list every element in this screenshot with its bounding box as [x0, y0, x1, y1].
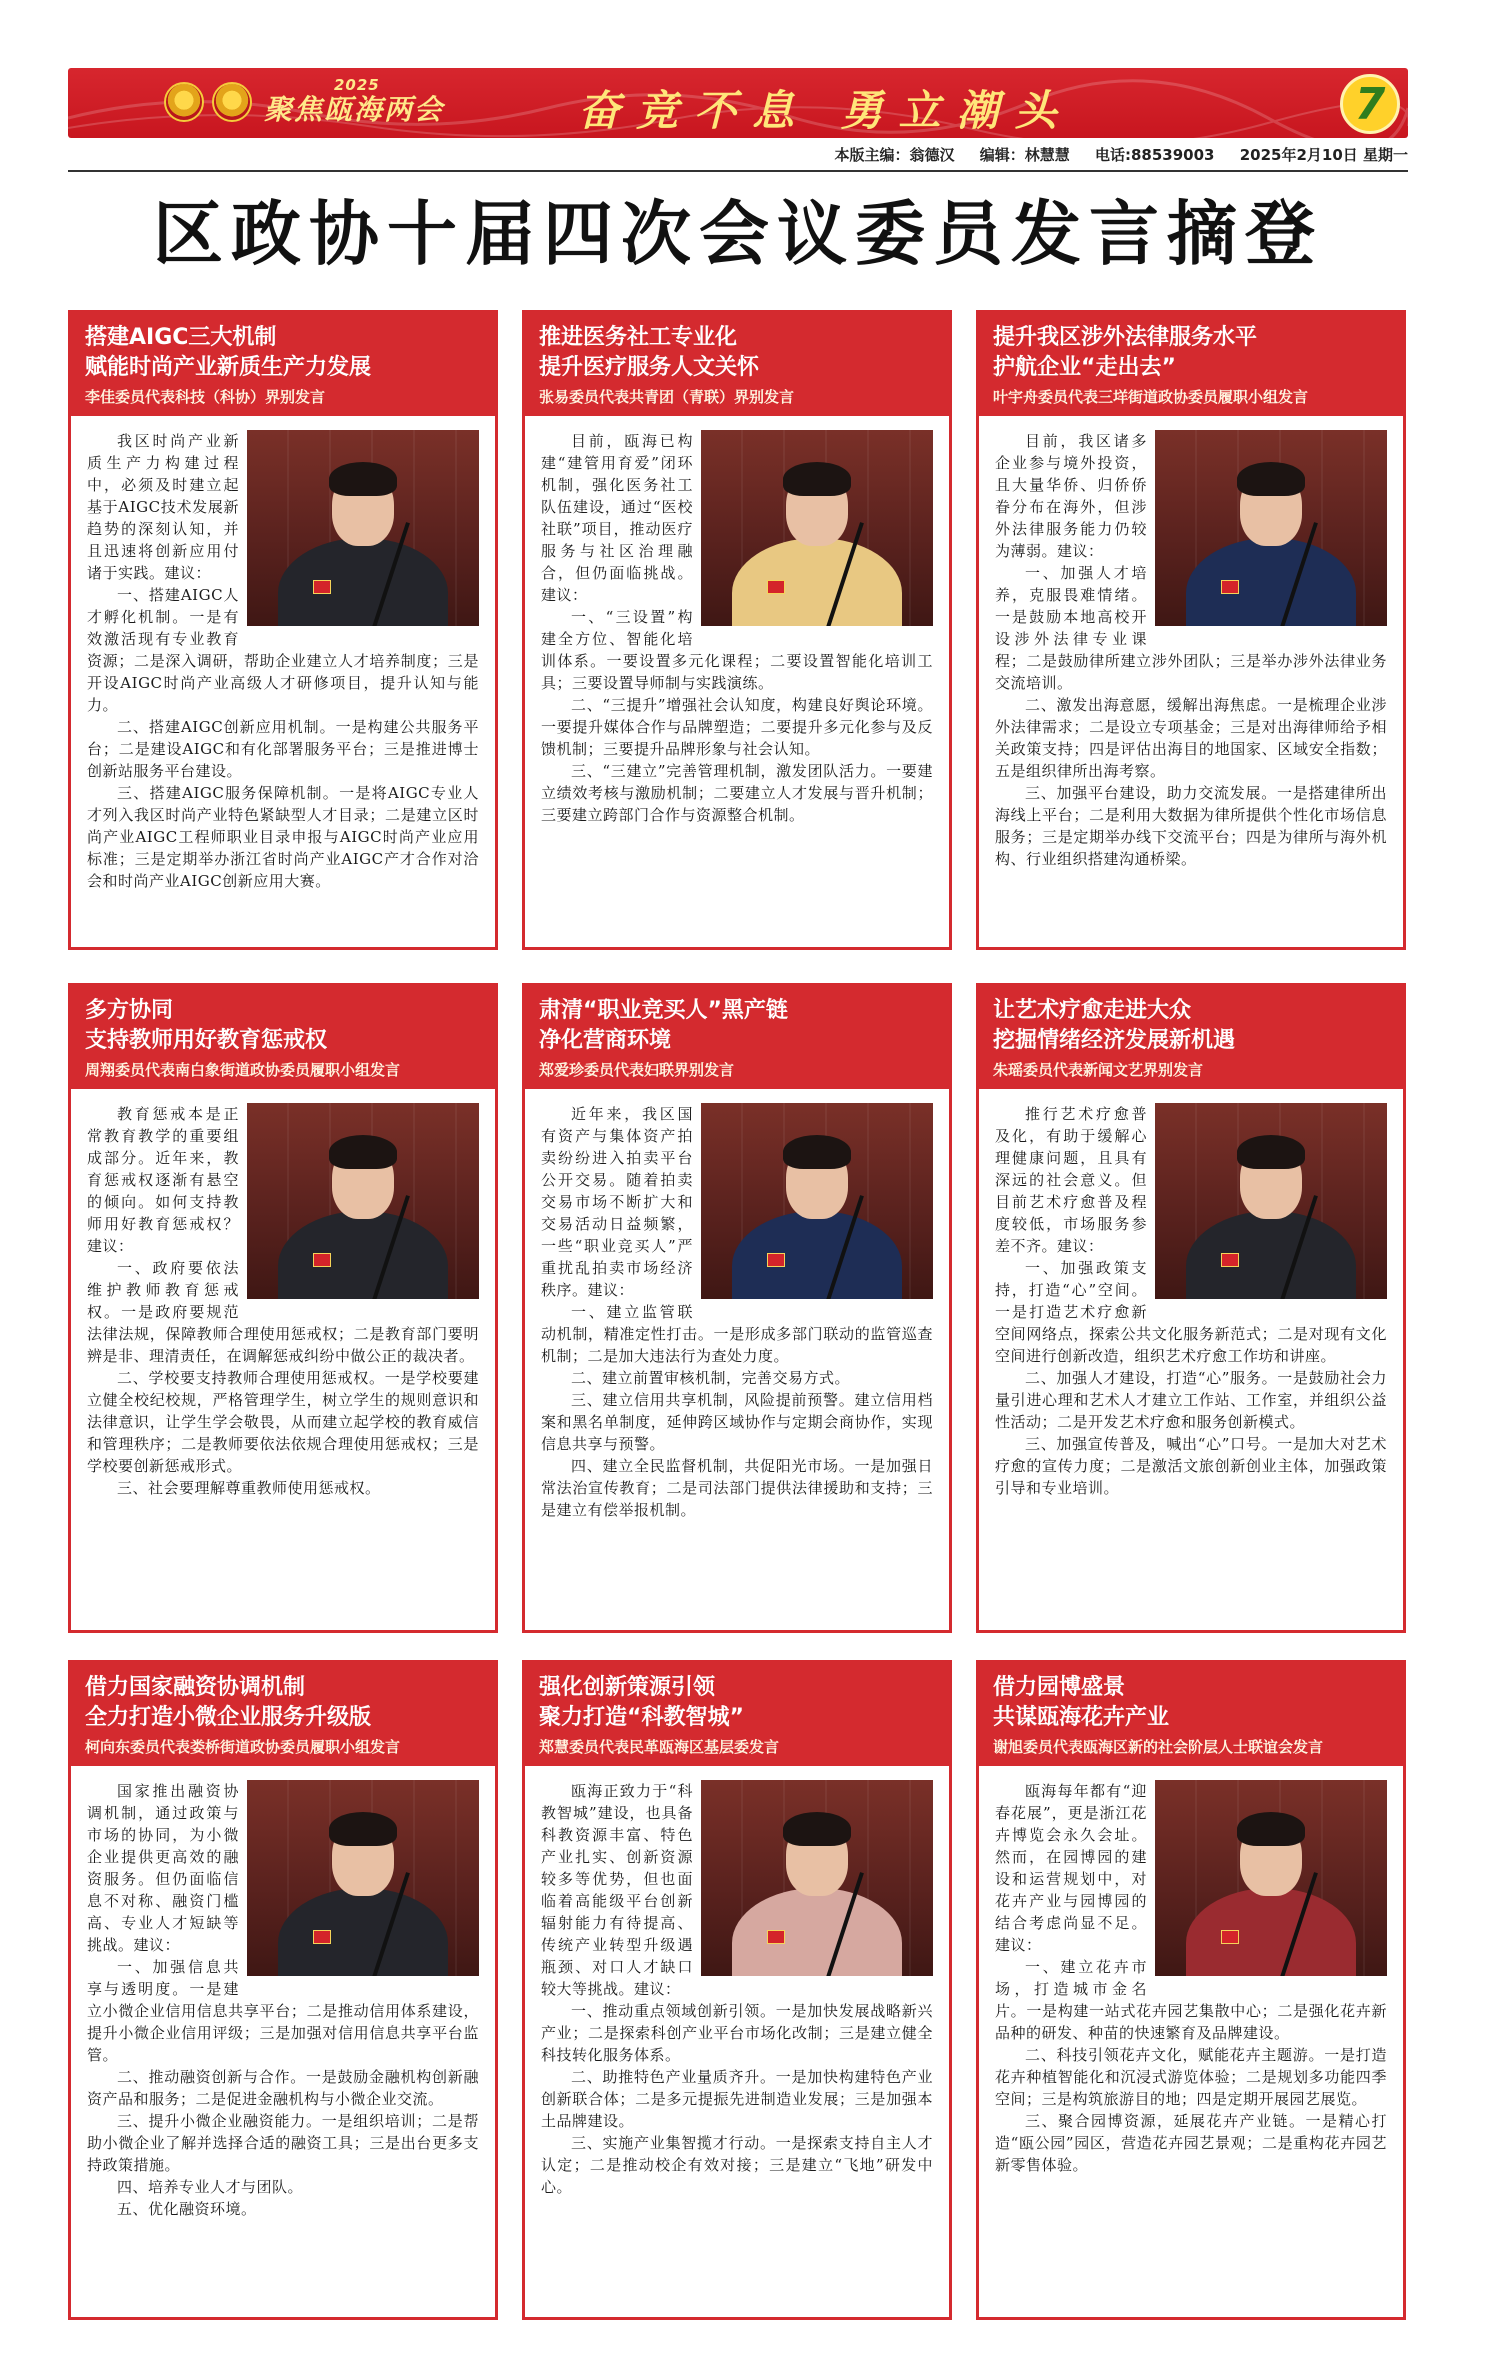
article-card [522, 983, 952, 1633]
article-header [71, 1663, 495, 1766]
article-paragraph: 一、加强信息共享与透明度。一是建立小微企业信用信息共享平台；二是推动信用体系建设，提升小微企业信用评级；三是加强对信用信息共享平台监管。 [87, 1958, 479, 2064]
article-paragraph: 二、学校要支持教师合理使用惩戒权。一是学校要建立健全校纪校规，严格管理学生，树立学生的规则意识和法律意识，让学生学会敬畏，从而建立起学校的教育威信和管理秩序；二是教师要依法依规合理使用惩戒权；三是学校要创新惩戒形式。 [87, 1369, 479, 1475]
article-title-line2: 赋能时尚产业新质生产力发展 [85, 355, 372, 380]
header-divider [68, 170, 1408, 172]
article-body [525, 416, 949, 836]
article-paragraph: 目前，瓯海已构建“建管用育爱”闭环机制，强化医务社工队伍建设，通过“医校社联”项目，推动医疗服务与社区治理融合，但仍面临挑战。建议： [541, 432, 693, 604]
article-paragraph: 四、培养专业人才与团队。 [117, 2178, 304, 2196]
brand-title: 聚焦瓯海两会 [264, 93, 445, 126]
article-paragraph: 四、建立全民监督机制，共促阳光市场。一是加强日常法治宣传教育；二是司法部门提供法律援助和支持；三是建立有偿举报机制。 [541, 1457, 933, 1519]
speaker-photo [1155, 430, 1387, 626]
article-card [68, 983, 498, 1633]
phone: 电话:88539003 [1094, 146, 1215, 164]
brand-year: 2025 [334, 76, 380, 94]
article-paragraph: 二、搭建AIGC创新应用机制。一是构建公共服务平台；二是建设AIGC和有化部署服务平台；三是推进博士创新站服务平台建设。 [87, 718, 479, 780]
article-body [525, 1766, 949, 2208]
article-byline: 柯向东委员代表娄桥街道政协委员履职小组发言 [85, 1738, 401, 1756]
article-paragraph: 一、建立花卉市场，打造城市金名片。一是构建一站式花卉园艺集散中心；二是强化花卉新品种的研发、种苗的快速繁育及品牌建设。 [995, 1958, 1387, 2042]
article-paragraph: 国家推出融资协调机制，通过政策与市场的协同，为小微企业提供更高效的融资服务。但仍面临信息不对称、融资门槛高、专业人才短缺等挑战。建议： [87, 1782, 239, 1954]
article-paragraph: 三、加强宣传普及，喊出“心”口号。一是加大对艺术疗愈的宣传力度；二是激活文旅创新创业主体，加强政策引导和专业培训。 [995, 1435, 1387, 1497]
speaker-photo [701, 430, 933, 626]
article-title-line2: 聚力打造“科教智城” [539, 1705, 744, 1730]
article-paragraph: 近年来，我区国有资产与集体资产拍卖纷纷进入拍卖平台公开交易。随着拍卖交易市场不断扩大和交易活动日益频繁，一些“职业竞买人”严重扰乱拍卖市场经济秩序。建议： [541, 1105, 693, 1299]
article-paragraph: 一、政府要依法维护教师教育惩戒权。一是政府要规范法律法规，保障教师合理使用惩戒权；二是教育部门要明辨是非、理清责任，在调解惩戒纠纷中做公正的裁决者。 [87, 1259, 479, 1365]
article-card [522, 310, 952, 950]
speaker-photo [1155, 1103, 1387, 1299]
speaker-photo [247, 1780, 479, 1976]
article-title-line2: 护航企业“走出去” [993, 355, 1176, 380]
article-header [979, 1663, 1403, 1766]
article-paragraph: 我区时尚产业新质生产力构建过程中，必须及时建立起基于AIGC技术发展新趋势的深刻认知，并且迅速将创新应用付诸于实践。建议： [87, 432, 239, 582]
masthead-banner [68, 68, 1408, 138]
article-paragraph: 一、加强政策支持，打造“心”空间。一是打造艺术疗愈新空间网络点，探索公共文化服务新范式；二是对现有文化空间进行创新改造，组织艺术疗愈工作坊和讲座。 [995, 1259, 1387, 1365]
article-paragraph: 三、聚合园博资源，延展花卉产业链。一是精心打造“瓯公园”园区，营造花卉园艺景观；二是重构花卉园艺新零售体验。 [995, 2112, 1387, 2174]
article-byline: 郑爱珍委员代表妇联界别发言 [539, 1061, 735, 1079]
article-paragraph: 二、推动融资创新与合作。一是鼓励金融机构创新融资产品和服务；二是促进金融机构与小微企业交流。 [87, 2068, 479, 2108]
article-header [979, 313, 1403, 416]
article-header [979, 986, 1403, 1089]
article-title-line1: 让艺术疗愈走进大众 [993, 998, 1192, 1023]
issue-date: 2025年2月10日 星期一 [1239, 146, 1408, 164]
speaker-photo [247, 1103, 479, 1299]
article-byline: 郑慧委员代表民革瓯海区基层委发言 [539, 1738, 780, 1756]
article-title-line1: 多方协同 [85, 998, 174, 1023]
article-card [522, 1660, 952, 2320]
article-paragraph: 二、建立前置审核机制，完善交易方式。 [571, 1369, 851, 1387]
article-card [976, 1660, 1406, 2320]
speaker-photo [247, 430, 479, 626]
article-paragraph: 二、激发出海意愿，缓解出海焦虑。一是梳理企业涉外法律需求；二是设立专项基金；三是对出海律师给予相关政策支持；四是评估出海目的地国家、区域安全指数；五是组织律所出海考察。 [995, 696, 1387, 780]
speaker-photo [701, 1103, 933, 1299]
page-number-badge: 7 [1340, 74, 1400, 134]
article-paragraph: 瓯海每年都有“迎春花展”，更是浙江花卉博览会永久会址。然而，在园博园的建设和运营规划中，对花卉产业与园博园的结合考虑尚显不足。建议： [995, 1782, 1147, 1954]
article-byline: 谢旭委员代表瓯海区新的社会阶层人士联谊会发言 [993, 1738, 1324, 1756]
article-paragraph: 目前，我区诸多企业参与境外投资，且大量华侨、归侨侨眷分布在海外，但涉外法律服务能力仍较为薄弱。建议： [995, 432, 1147, 560]
article-paragraph: 三、实施产业集智揽才行动。一是探索支持自主人才认定；二是推动校企有效对接；三是建立“飞地”研发中心。 [541, 2134, 933, 2196]
article-title-line2: 支持教师用好教育惩戒权 [85, 1028, 328, 1053]
article-header [525, 1663, 949, 1766]
article-paragraph: 一、加强人才培养，克服畏难情绪。一是鼓励本地高校开设涉外法律专业课程；二是鼓励律所建立涉外团队；三是举办涉外法律业务交流培训。 [995, 564, 1387, 692]
article-paragraph: 一、搭建AIGC人才孵化机制。一是有效激活现有专业教育资源；二是深入调研，帮助企业建立人才培养制度；三是开设AIGC时尚产业高级人才研修项目，提升认知与能力。 [87, 586, 479, 714]
article-header [71, 313, 495, 416]
article-body [71, 1089, 495, 1509]
page-title: 区政协十届四次会议委员发言摘登 [153, 192, 1323, 275]
article-paragraph: 三、提升小微企业融资能力。一是组织培训；二是帮助小微企业了解并选择合适的融资工具；三是出台更多支持政策措施。 [87, 2112, 479, 2174]
article-title-line1: 借力园博盛景 [993, 1675, 1126, 1700]
article-byline: 张易委员代表共青团（青联）界别发言 [539, 388, 795, 406]
article-byline: 李佳委员代表科技（科协）界别发言 [85, 388, 326, 406]
article-paragraph: 三、“三建立”完善管理机制，激发团队活力。一要建立绩效考核与激励机制；二要建立人才发展与晋升机制；三要建立跨部门合作与资源整合机制。 [541, 762, 933, 824]
article-paragraph: 三、社会要理解尊重教师使用惩戒权。 [117, 1479, 381, 1497]
article-title-line1: 推进医务社工专业化 [539, 325, 738, 350]
article-title-line2: 全力打造小微企业服务升级版 [85, 1705, 372, 1730]
article-paragraph: 五、优化融资环境。 [117, 2200, 257, 2218]
article-byline: 朱瑶委员代表新闻文艺界别发言 [993, 1061, 1204, 1079]
article-paragraph: 二、科技引领花卉文化，赋能花卉主题游。一是打造花卉种植智能化和沉浸式游览体验；二是规划多功能四季空间；三是构筑旅游目的地；四是定期开展园艺展览。 [995, 2046, 1387, 2108]
article-paragraph: 三、建立信用共享机制，风险提前预警。建立信用档案和黑名单制度，延伸跨区域协作与定期会商协作，实现信息共享与预警。 [541, 1391, 933, 1453]
article-header [525, 313, 949, 416]
banner-slogan: 奋竞不息 勇立潮头 [578, 86, 1073, 135]
article-paragraph: 推行艺术疗愈普及化，有助于缓解心理健康问题，且具有深远的社会意义。但目前艺术疗愈普及程度较低，市场服务参差不齐。建议： [995, 1105, 1147, 1255]
brand-logo [264, 78, 524, 128]
cppcc-emblem-icon [212, 82, 252, 122]
article-paragraph: 三、搭建AIGC服务保障机制。一是将AIGC专业人才列入我区时尚产业特色紧缺型人才目录；二是建立区时尚产业AIGC工程师职业目录申报与AIGC时尚产业应用标准；三是定期举办浙江省时尚产业AIGC产才合作对洽会和时尚产业AIGC创新应用大赛。 [87, 784, 479, 890]
article-title-line2: 提升医疗服务人文关怀 [539, 355, 760, 380]
article-title-line1: 肃清“职业竞买人”黑产链 [539, 998, 788, 1023]
article-paragraph: 瓯海正致力于“科教智城”建设，也具备科教资源丰富、特色产业扎实、创新资源较多等优势，但也面临着高能级平台创新辐射能力有待提高、传统产业转型升级遇瓶颈、对口人才缺口较大等挑战。建议： [541, 1782, 693, 1998]
article-paragraph: 教育惩戒本是正常教育教学的重要组成部分。近年来，教育惩戒权逐渐有悬空的倾向。如何支持教师用好教育惩戒权？建议： [87, 1105, 239, 1255]
speaker-photo [1155, 1780, 1387, 1976]
article-title-line2: 共谋瓯海花卉产业 [993, 1705, 1170, 1730]
article-card [68, 310, 498, 950]
article-body [71, 416, 495, 902]
article-header [525, 986, 949, 1089]
article-title-line1: 借力国家融资协调机制 [85, 1675, 306, 1700]
article-body [525, 1089, 949, 1531]
article-paragraph: 二、助推特色产业量质齐升。一是加快构建特色产业创新联合体；二是多元提振先进制造业发展；三是加强本土品牌建设。 [541, 2068, 933, 2130]
article-card [68, 1660, 498, 2320]
article-body [979, 416, 1403, 880]
article-card [976, 983, 1406, 1633]
article-paragraph: 三、加强平台建设，助力交流发展。一是搭建律所出海线上平台；二是利用大数据为律所提供个性化市场信息服务；三是定期举办线下交流平台；四是为律所与海外机构、行业组织搭建沟通桥梁。 [995, 784, 1387, 868]
article-title-line2: 挖掘情绪经济发展新机遇 [993, 1028, 1236, 1053]
article-title-line2: 净化营商环境 [539, 1028, 672, 1053]
article-paragraph: 二、加强人才建设，打造“心”服务。一是鼓励社会力量引进心理和艺术人才建立工作站、工作室，并组织公益性活动；二是开发艺术疗愈和服务创新模式。 [995, 1369, 1387, 1431]
national-emblem-icon [164, 82, 204, 122]
speaker-photo [701, 1780, 933, 1976]
article-paragraph: 二、“三提升”增强社会认知度，构建良好舆论环境。一要提升媒体合作与品牌塑造；二要提升多元化参与及反馈机制；三要提升品牌形象与社会认知。 [541, 696, 933, 758]
article-body [979, 1766, 1403, 2186]
editor: 编辑：林慧慧 [979, 146, 1070, 164]
article-byline: 叶宇舟委员代表三垟街道政协委员履职小组发言 [993, 388, 1309, 406]
article-title-line1: 搭建AIGC三大机制 [85, 325, 277, 350]
article-byline: 周翔委员代表南白象街道政协委员履职小组发言 [85, 1061, 401, 1079]
article-paragraph: 一、“三设置”构建全方位、智能化培训体系。一要设置多元化课程；二要设置智能化培训工具；三要设置导师制与实践演练。 [541, 608, 933, 692]
article-body [71, 1766, 495, 2230]
article-title-line1: 强化创新策源引领 [539, 1675, 716, 1700]
article-body [979, 1089, 1403, 1509]
article-header [71, 986, 495, 1089]
article-paragraph: 一、推动重点领域创新引领。一是加快发展战略新兴产业；二是探索科创产业平台市场化改制；三是建立健全科技转化服务体系。 [541, 2002, 933, 2064]
article-card [976, 310, 1406, 950]
chief-editor: 本版主编：翁德汉 [834, 146, 955, 164]
edition-info [68, 144, 1408, 166]
article-paragraph: 一、建立监管联动机制，精准定性打击。一是形成多部门联动的监管巡查机制；二是加大违法行为查处力度。 [541, 1303, 933, 1365]
article-title-line1: 提升我区涉外法律服务水平 [993, 325, 1258, 350]
